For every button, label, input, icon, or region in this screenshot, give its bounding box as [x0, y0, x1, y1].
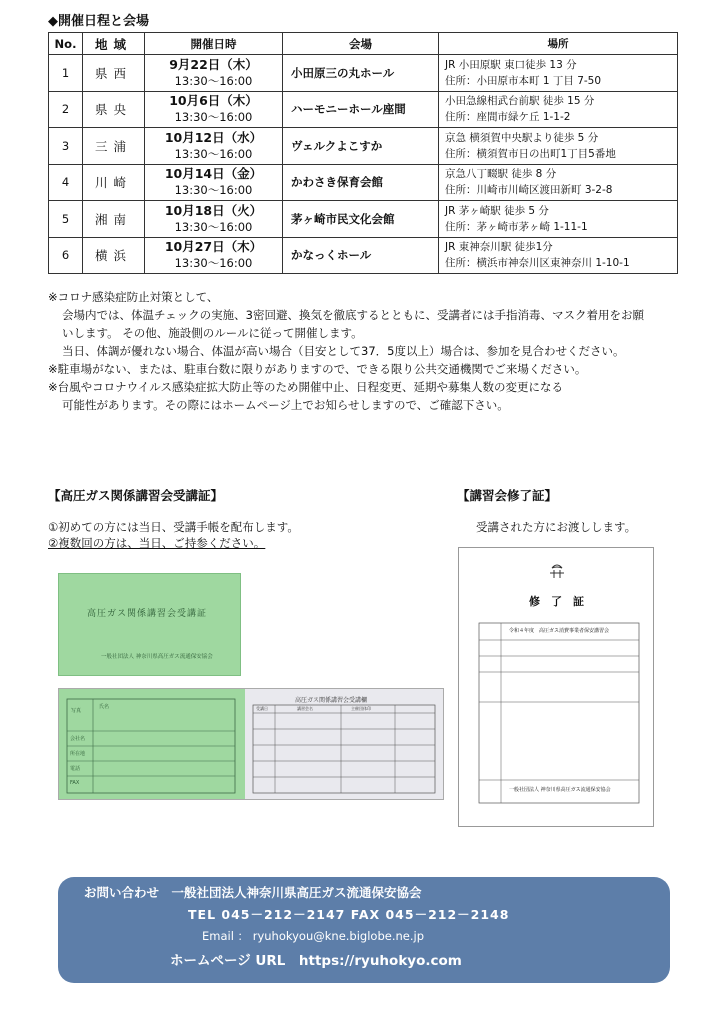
cell-no: 5 — [49, 201, 83, 238]
cell-no: 4 — [49, 164, 83, 201]
cell-date-day: 10月14日（金） — [164, 166, 263, 182]
cell-date-day: 10月6日（木） — [169, 93, 258, 109]
form-field-photo: 写真 — [71, 708, 82, 714]
cell-place-address: 住所：茅ヶ崎市茅ヶ崎 1-11-1 — [445, 220, 588, 233]
certificate-org: 一般社団法人 神奈川県高圧ガス流通保安協会 — [509, 787, 611, 793]
cell-date-time: 13:30～16:00 — [174, 110, 253, 125]
cell-place — [439, 201, 678, 238]
table-header-row — [49, 33, 678, 55]
note-line: 会場内では、体温チェックの実施、3密回避、換気を徹底するとともに、受講者には手指消毒、マスク着用をお願 — [62, 308, 644, 322]
cell-place-access: 京急八丁畷駅 徒歩 8 分 — [445, 168, 557, 181]
cell-date-day: 9月22日（木） — [169, 56, 258, 72]
form-field-fax: FAX — [70, 780, 80, 786]
section-title: ◆開催日程と会場 — [48, 14, 149, 29]
cell-venue: 茅ヶ崎市民文化会館 — [283, 201, 439, 238]
cell-date-day: 10月18日（火） — [164, 202, 263, 218]
table-row — [49, 201, 678, 238]
attendance-card-open — [58, 688, 444, 800]
cell-place-access: JR 茅ヶ崎駅 徒歩 5 分 — [445, 204, 549, 217]
attendance-cert-title: 【高圧ガス関係講習会受講証】 — [48, 488, 224, 503]
schedule-table — [48, 32, 678, 274]
table-row — [49, 128, 678, 165]
header-venue: 会場 — [283, 33, 439, 55]
form-field-company: 会社名 — [70, 736, 86, 742]
cell-venue: ハーモニーホール座間 — [283, 91, 439, 128]
card-open-left — [59, 689, 245, 799]
cell-area: 三浦 — [83, 128, 145, 165]
cell-place-access: JR 東神奈川駅 徒歩1分 — [445, 241, 553, 254]
attendance-card-cover — [58, 573, 241, 676]
cell-date — [145, 55, 283, 92]
form-field-name: 氏名 — [99, 704, 110, 710]
form-field-address: 所在地 — [70, 751, 86, 757]
card-cover-title: 高圧ガス関係講習会受講証 — [87, 609, 208, 619]
cell-no: 2 — [49, 91, 83, 128]
cell-date-time: 13:30～16:00 — [174, 219, 253, 234]
cell-place-access: JR 小田原駅 東口徒歩 13 分 — [445, 58, 577, 71]
cell-no: 6 — [49, 237, 83, 274]
note-line: 可能性があります。その際にはホームページ上でお知らせしますので、ご確認下さい。 — [62, 398, 509, 412]
footer-homepage-url[interactable]: ホームページ URL https://ryuhokyo.com — [170, 953, 462, 969]
footer-email[interactable]: Email ： ryuhokyou@kne.biglobe.ne.jp — [202, 929, 424, 943]
cell-date — [145, 164, 283, 201]
cell-place — [439, 237, 678, 274]
header-no: No. — [49, 33, 83, 55]
cell-date-time: 13:30～16:00 — [174, 73, 253, 88]
cell-venue: ヴェルクよこすか — [283, 128, 439, 165]
note-line: ※コロナ感染症防止対策として、 — [48, 290, 219, 304]
cell-place — [439, 55, 678, 92]
footer-tel-fax: TEL 045－212－2147 FAX 045－212－2148 — [188, 907, 510, 922]
completion-certificate — [458, 547, 654, 827]
cert-item: ①初めての方には当日、受講手帳を配布します。 — [48, 520, 299, 534]
table-row — [49, 164, 678, 201]
grid-col-seal: 主催団体印 — [351, 706, 371, 711]
certificate-course: 令和４年度 高圧ガス消費事業者保安講習会 — [509, 628, 610, 634]
cell-place-address: 住所：川崎市川崎区渡田新町 3-2-8 — [445, 184, 613, 197]
cell-date-day: 10月12日（水） — [164, 129, 263, 145]
table-row — [49, 237, 678, 274]
note-line: ※駐車場がない、または、駐車台数に限りがありますので、できる限り公共交通機関でご来場ください。 — [48, 362, 587, 376]
note-line: 当日、体調が優れない場合、体温が高い場合（目安として37．5度以上）場合は、参加を見合わせください。 — [62, 344, 625, 358]
header-place: 場所 — [439, 33, 678, 55]
cell-place-address: 住所：横須賀市日の出町1丁目5番地 — [445, 147, 616, 160]
completion-cert-title: 【講習会修了証】 — [457, 488, 558, 503]
cell-date — [145, 128, 283, 165]
cell-place-address: 住所：座間市緑ケ丘 1-1-2 — [445, 111, 571, 124]
cell-place-access: 京急 横須賀中央駅より徒歩 5 分 — [445, 131, 599, 144]
header-area: 地域 — [83, 33, 145, 55]
cell-venue: かわさき保育会館 — [283, 164, 439, 201]
card-grid-lines — [245, 689, 443, 799]
cell-date-time: 13:30～16:00 — [174, 183, 253, 198]
grid-col-date: 受講日 — [256, 706, 268, 711]
cell-area: 川崎 — [83, 164, 145, 201]
cell-date-time: 13:30～16:00 — [174, 146, 253, 161]
grid-col-course: 講習会名 — [297, 706, 313, 711]
cell-date-day: 10月27日（木） — [164, 239, 263, 255]
note-line: いします。 その他、施設側のルールに従って開催します。 — [62, 326, 363, 340]
cell-area: 湘南 — [83, 201, 145, 238]
cell-area: 県央 — [83, 91, 145, 128]
cell-date — [145, 91, 283, 128]
header-date: 開催日時 — [145, 33, 283, 55]
cell-place-address: 住所：横浜市神奈川区東神奈川 1-10-1 — [445, 257, 630, 270]
cell-date-time: 13:30～16:00 — [174, 256, 253, 271]
table-row — [49, 55, 678, 92]
contact-footer — [58, 877, 670, 983]
table-row — [49, 91, 678, 128]
cell-venue: かなっくホール — [283, 237, 439, 274]
cell-no: 1 — [49, 55, 83, 92]
card-open-right — [245, 689, 443, 799]
cell-place — [439, 164, 678, 201]
certificate-title: 修 了 証 — [529, 595, 584, 608]
cell-date — [145, 237, 283, 274]
cell-date — [145, 201, 283, 238]
cell-place-address: 住所：小田原市本町 1 丁目 7-50 — [445, 74, 602, 87]
cert-item: ②複数回の方は、当日、ご持参ください。 — [48, 536, 266, 550]
footer-contact-org: お問い合わせ 一般社団法人神奈川県高圧ガス流通保安協会 — [84, 885, 422, 900]
cell-no: 3 — [49, 128, 83, 165]
cell-area: 県西 — [83, 55, 145, 92]
form-field-phone: 電話 — [70, 766, 81, 772]
cell-place-access: 小田急線相武台前駅 徒歩 15 分 — [445, 95, 595, 108]
card-form-title: 高圧ガス関係講習会受講欄 — [295, 697, 368, 704]
notes — [48, 288, 698, 414]
card-form-lines — [59, 689, 245, 799]
cell-place — [439, 128, 678, 165]
cell-area: 横浜 — [83, 237, 145, 274]
card-cover-org: 一般社団法人 神奈川県高圧ガス流通保安協会 — [101, 654, 213, 660]
completion-cert-desc: 受講された方にお渡しします。 — [476, 520, 637, 534]
cell-place — [439, 91, 678, 128]
note-line: ※台風やコロナウイルス感染症拡大防止等のため開催中止、日程変更、延期や募集人数の変更になる — [48, 380, 563, 394]
cell-venue: 小田原三の丸ホール — [283, 55, 439, 92]
attendance-cert-list — [48, 519, 299, 551]
